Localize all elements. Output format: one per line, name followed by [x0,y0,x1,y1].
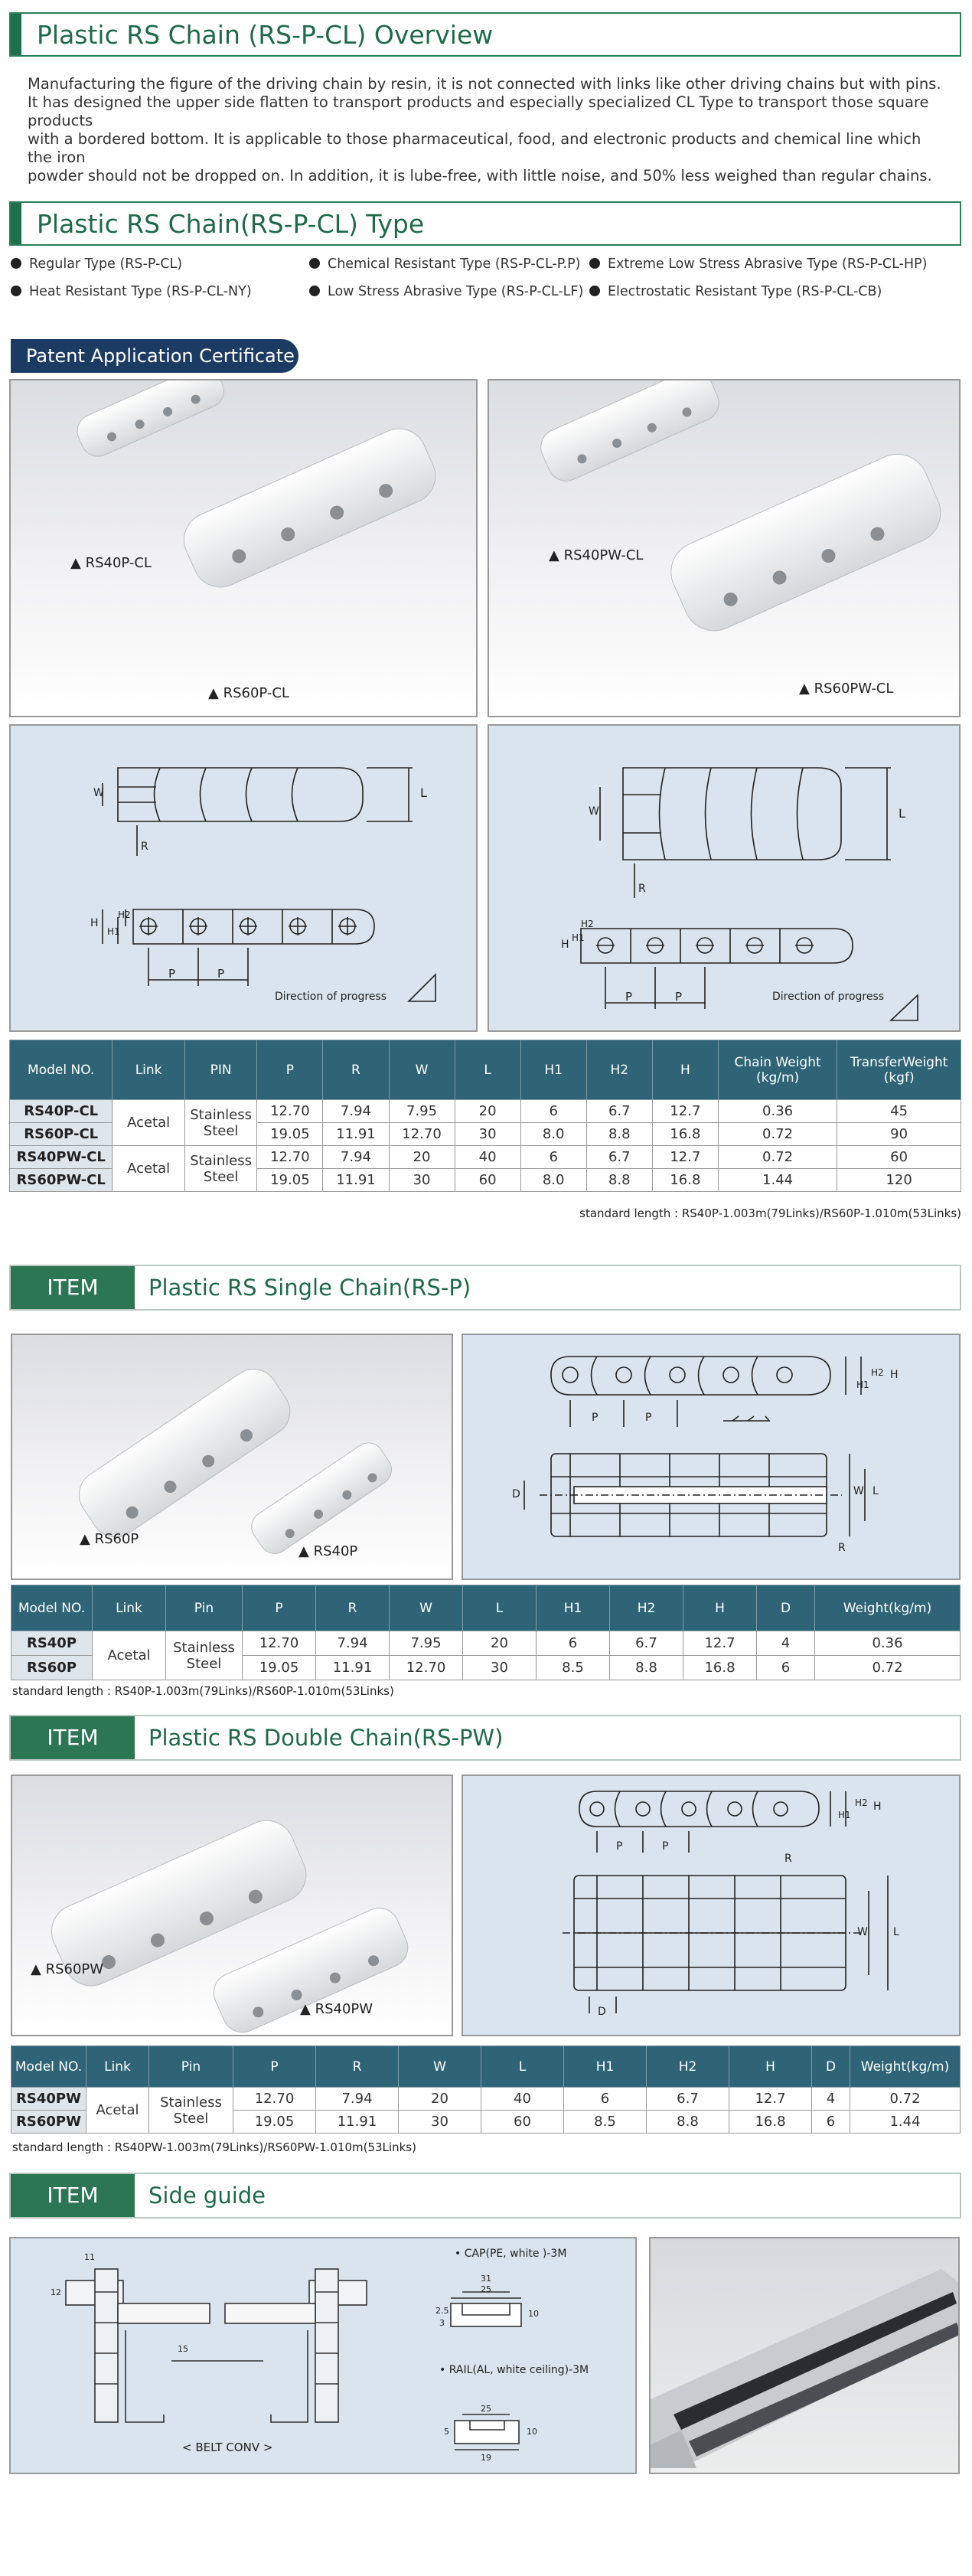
column-header: R [316,2046,399,2088]
table-cell: 20 [399,2088,481,2111]
dim-label: H [90,917,99,929]
side-guide-title: Side guide [148,2183,266,2209]
table-cell: 12.70 [243,1631,316,1656]
types-title: Plastic RS Chain(RS-P-CL) Type [37,209,425,239]
spec-table-cl [9,1040,961,1192]
table-cell: 11.91 [323,1169,389,1192]
technical-drawing [463,1335,961,1580]
column-header: Weight(kg/m) [815,1585,961,1631]
type-item: Electrostatic Resistant Type (RS-P-CL-CB) [589,284,882,299]
table-header-row [11,2046,961,2088]
table-cell: 0.72 [718,1123,837,1146]
model-cell: RS60PW-CL [10,1169,113,1192]
drawing-rs-p [462,1334,961,1580]
overview-paragraph [28,75,946,185]
table-cell: 0.36 [718,1100,837,1123]
dim-label: 5 [444,2427,449,2437]
photo-rs-pw-cl [488,379,961,717]
item-label: ITEM [11,1716,135,1759]
table-cell: 12.70 [257,1100,323,1123]
table-cell: 6.7 [586,1146,652,1169]
dim-label: H2 [118,909,131,920]
table-cell: 0.72 [718,1146,837,1169]
dim-label: 2.5 [435,2306,449,2316]
table-cell: 8.8 [586,1169,652,1192]
table-cell: 6 [757,1656,815,1680]
column-header: P [233,2046,316,2088]
dim-label: R [638,883,646,895]
standard-length-note: standard length : RS40PW-1.003m(79Links)/RS60PW-1.010m(53Links) [12,2140,416,2154]
column-header: Chain Weight (kg/m) [718,1040,837,1100]
table-cell: 12.7 [652,1100,718,1123]
column-header: PIN [184,1040,256,1100]
drawing-rs-p-cl [9,724,478,1032]
single-chain-header [9,1265,961,1311]
table-cell: 6 [812,2111,850,2134]
table-cell: 90 [837,1123,961,1146]
column-header: L [481,2046,564,2088]
bullet-icon [309,286,320,296]
table-cell: 30 [399,2111,481,2134]
column-header: H1 [564,2046,647,2088]
table-cell: Acetal [113,1146,184,1192]
chain-photo-illustration [11,380,478,717]
dim-label: 12 [51,2287,61,2297]
chain-photo-illustration [12,1776,453,2036]
table-cell: 8.5 [564,2111,647,2134]
dim-label: W [589,805,599,818]
column-header: H2 [647,2046,729,2088]
header-accent [11,203,21,244]
dim-label: H [561,939,569,951]
table-cell: 11.91 [316,2111,399,2134]
table-cell: 16.8 [652,1169,718,1192]
column-header: P [243,1585,316,1631]
overview-line: Manufacturing the figure of the driving chain by resin, it is not connected with links like other driving chains but with pins. [28,75,941,93]
table-cell: 7.94 [316,2088,399,2111]
column-header: P [257,1040,323,1100]
model-cell: RS40P-CL [10,1100,113,1123]
table-cell: 12.7 [729,2088,812,2111]
dim-label: H2 [581,919,594,929]
table-cell: 30 [463,1656,537,1680]
table-cell: 19.05 [257,1123,323,1146]
direction-label: Direction of progress [772,991,885,1003]
column-header: W [399,2046,481,2088]
dim-label: P [625,990,633,1004]
column-header: R [316,1585,390,1631]
table-cell: 6.7 [647,2088,729,2111]
dim-label: 31 [481,2274,491,2284]
model-cell: RS60PW [11,2111,86,2134]
column-header: D [812,2046,850,2088]
table-cell: 8.5 [537,1656,610,1680]
type-item: Extreme Low Stress Abrasive Type (RS-P-CL-HP) [589,256,927,272]
overview-line: powder should not be dropped on. In addition, it is lube-free, with little noise, and 50% less weighed than regular chains. [28,167,932,184]
table-cell: 11.91 [316,1656,390,1680]
photo-caption: ▲ RS40P [298,1543,358,1559]
dim-label: W [857,1926,868,1938]
dim-label: L [873,1485,879,1497]
photo-caption: ▲ RS60P [80,1531,139,1547]
table-cell: Stainless Steel [149,2088,233,2134]
table-cell: 1.44 [850,2111,961,2134]
table-cell: 8.0 [520,1123,586,1146]
drawing-rs-pw [462,1774,961,2036]
dim-label: L [893,1926,899,1938]
column-header: H [652,1040,718,1100]
dim-label: 25 [481,2284,491,2294]
table-cell: 40 [455,1146,520,1169]
photo-caption: ▲ RS60PW [31,1961,104,1977]
table-cell: 11.91 [323,1123,389,1146]
dim-label: R [141,841,148,853]
model-cell: RS40PW [11,2088,86,2111]
column-header: W [389,1040,455,1100]
table-header-row [11,1585,961,1631]
dim-label: P [616,1840,623,1853]
dim-label: W [853,1485,864,1497]
dim-label: H [890,1369,899,1381]
table-cell: Acetal [86,2088,149,2134]
table-cell: 7.94 [323,1146,389,1169]
header-accent [11,14,21,55]
table-cell: 12.70 [257,1146,323,1169]
bullet-icon [589,286,600,296]
column-header: Pin [149,2046,233,2088]
column-header: D [757,1585,815,1631]
column-header: R [323,1040,389,1100]
column-header: Link [113,1040,184,1100]
double-chain-header [9,1715,961,1761]
dim-label: W [93,787,104,799]
table-cell: 16.8 [683,1656,757,1680]
rail-photo-illustration [651,2238,960,2474]
table-cell: 6 [520,1146,586,1169]
table-cell: 60 [837,1146,961,1169]
dim-label: 15 [178,2344,188,2354]
model-cell: RS60P [11,1656,93,1680]
column-header: Link [93,1585,166,1631]
model-cell: RS40PW-CL [10,1146,113,1169]
bullet-icon [309,258,320,269]
table-cell: Stainless Steel [184,1146,256,1192]
type-item: Regular Type (RS-P-CL) [11,256,182,272]
column-header: W [390,1585,463,1631]
overview-title: Plastic RS Chain (RS-P-CL) Overview [37,20,494,50]
column-header: Weight(kg/m) [850,2046,961,2088]
technical-drawing [489,726,961,1032]
dim-label: H2 [855,1797,868,1808]
photo-rs-p [11,1334,453,1580]
overview-line: with a bordered bottom. It is applicable to those pharmaceutical, food, and electronic products and chemical line which the iron [28,130,921,166]
model-cell: RS40P [11,1631,93,1656]
table-cell: 4 [757,1631,815,1656]
column-header: H2 [610,1585,683,1631]
table-row [11,2088,961,2111]
table-cell: 6.7 [586,1100,652,1123]
table-cell: 60 [455,1169,520,1192]
column-header: Pin [166,1585,243,1631]
table-cell: 1.44 [718,1169,837,1192]
dim-label: H1 [107,926,120,937]
bullet-icon [11,286,21,296]
table-cell: 0.36 [815,1631,961,1656]
dim-label: H1 [856,1379,869,1390]
dim-label: L [899,806,905,821]
column-header: H2 [586,1040,652,1100]
side-guide-drawing [9,2237,637,2474]
table-cell: Stainless Steel [184,1100,256,1146]
column-header: Link [86,2046,149,2088]
table-cell: 20 [455,1100,520,1123]
dim-label: R [838,1542,846,1554]
photo-caption: ▲ RS40P-CL [70,555,152,571]
table-cell: 0.72 [815,1656,961,1680]
cap-label: • CAP(PE, white )-3M [455,2248,567,2260]
item-label: ITEM [11,2174,135,2217]
table-cell: 7.94 [323,1100,389,1123]
table-cell: 7.95 [389,1100,455,1123]
table-cell: 120 [837,1169,961,1192]
table-cell: 12.70 [233,2088,316,2111]
model-cell: RS60P-CL [10,1123,113,1146]
table-cell: 6 [564,2088,647,2111]
table-cell: 6 [520,1100,586,1123]
type-item: Chemical Resistant Type (RS-P-CL-P.P) [309,256,581,272]
dim-label: 3 [439,2318,445,2328]
item-label: ITEM [11,1266,135,1309]
column-header: H [683,1585,757,1631]
table-cell: 8.0 [520,1169,586,1192]
side-guide-header [9,2173,961,2218]
column-header: H1 [520,1040,586,1100]
direction-label: Direction of progress [275,991,387,1003]
spec-table-single [11,1585,961,1680]
table-cell: 8.8 [610,1656,683,1680]
photo-caption: ▲ RS40PW-CL [549,547,644,563]
overview-header [9,12,961,57]
side-guide-photo [649,2237,960,2474]
table-cell: 0.72 [850,2088,961,2111]
dim-label: H1 [838,1810,851,1820]
standard-length-note: standard length : RS40P-1.003m(79Links)/RS60P-1.010m(53Links) [579,1206,961,1220]
photo-rs-pw [11,1774,453,2036]
single-chain-title: Plastic RS Single Chain(RS-P) [148,1275,471,1301]
dim-label: P [168,967,176,981]
column-header: L [455,1040,520,1100]
dim-label: R [784,1853,792,1865]
table-cell: 40 [481,2088,564,2111]
dim-label: 25 [481,2404,491,2414]
dim-label: 10 [527,2427,537,2437]
column-header: H [729,2046,812,2088]
dim-label: 11 [84,2252,95,2262]
belt-conv-label: < BELT CONV > [182,2441,273,2454]
standard-length-note: standard length : RS40P-1.003m(79Links)/RS60P-1.010m(53Links) [12,1684,394,1698]
table-cell: 6 [537,1631,610,1656]
dim-label: H1 [572,932,585,943]
technical-drawing [11,726,478,1032]
type-item: Low Stress Abrasive Type (RS-P-CL-LF) [309,284,583,299]
bullet-icon [11,258,21,269]
type-item: Heat Resistant Type (RS-P-CL-NY) [11,284,252,299]
dim-label: H2 [871,1367,884,1378]
table-cell: Acetal [113,1100,184,1146]
table-cell: 19.05 [243,1656,316,1680]
table-cell: 8.8 [647,2111,729,2134]
table-row [11,1631,961,1656]
table-header-row [10,1040,961,1100]
dim-label: P [662,1840,669,1853]
table-cell: Stainless Steel [166,1631,243,1680]
table-cell: 45 [837,1100,961,1123]
table-cell: 7.95 [390,1631,463,1656]
photo-rs-p-cl [9,379,478,717]
table-row [10,1100,961,1123]
dim-label: L [420,785,427,800]
technical-drawing [11,2238,637,2474]
dim-label: P [645,1412,652,1424]
table-cell: 20 [463,1631,537,1656]
table-cell: 30 [389,1169,455,1192]
drawing-rs-pw-cl [488,724,961,1032]
column-header: Model NO. [11,2046,86,2088]
table-cell: 7.94 [316,1631,390,1656]
dim-label: P [592,1412,599,1424]
table-cell: 12.70 [390,1656,463,1680]
table-row [10,1146,961,1169]
column-header: TransferWeight (kgf) [837,1040,961,1100]
dim-label: P [217,967,225,981]
technical-drawing [463,1776,961,2036]
photo-caption: ▲ RS40PW [300,2001,373,2017]
table-cell: 16.8 [729,2111,812,2134]
overview-line: It has designed the upper side flatten to transport products and especially specialized CL Type to transport those square products [28,93,929,129]
table-cell: 12.70 [389,1123,455,1146]
column-header: Model NO. [10,1040,113,1100]
table-cell: 60 [481,2111,564,2134]
table-cell: 8.8 [586,1123,652,1146]
photo-caption: ▲ RS60PW-CL [799,681,894,697]
dim-label: H [873,1801,882,1813]
patent-certificate-label: Patent Application Certificate [11,339,298,373]
dim-label: P [675,990,683,1004]
table-cell: 12.7 [652,1146,718,1169]
dim-label: 19 [481,2453,491,2463]
table-cell: 6.7 [610,1631,683,1656]
spec-table-double [11,2045,961,2134]
photo-caption: ▲ RS60P-CL [208,685,289,701]
dim-label: D [512,1488,520,1500]
types-header [9,201,961,246]
chain-photo-illustration [12,1335,453,1580]
column-header: Model NO. [11,1585,93,1631]
bullet-icon [589,258,600,269]
table-cell: 16.8 [652,1123,718,1146]
table-cell: 12.7 [683,1631,757,1656]
table-cell: Acetal [93,1631,166,1680]
double-chain-title: Plastic RS Double Chain(RS-PW) [148,1725,504,1751]
column-header: H1 [537,1585,610,1631]
table-cell: 30 [455,1123,520,1146]
table-cell: 19.05 [257,1169,323,1192]
table-cell: 4 [812,2088,850,2111]
column-header: L [463,1585,537,1631]
dim-label: D [598,2006,606,2018]
table-cell: 20 [389,1146,455,1169]
table-cell: 19.05 [233,2111,316,2134]
dim-label: 10 [528,2309,539,2319]
rail-label: • RAIL(AL, white ceiling)-3M [439,2364,589,2376]
